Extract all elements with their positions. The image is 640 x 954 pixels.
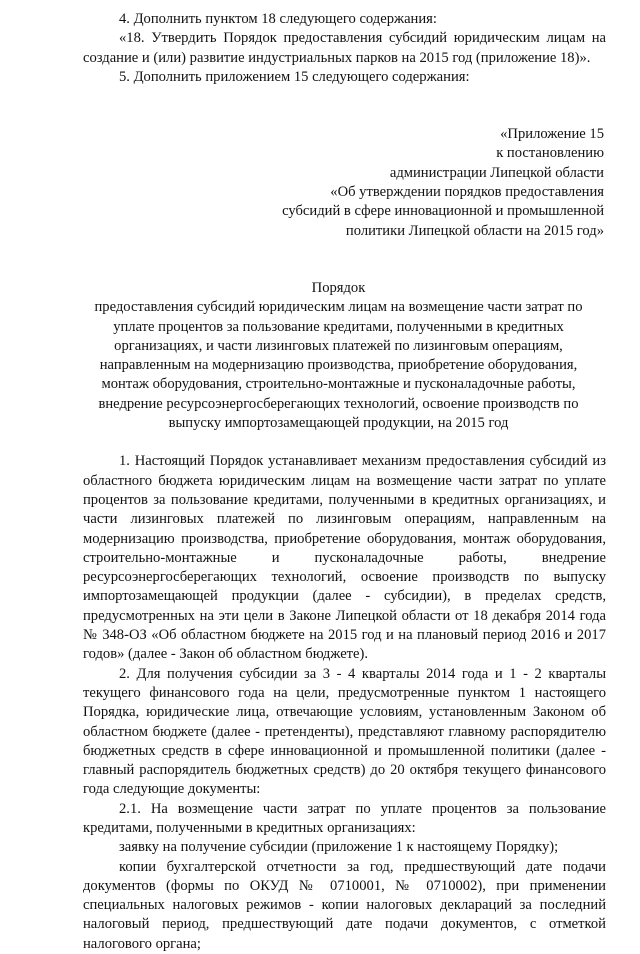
spacer	[83, 106, 606, 125]
appendix-header-line: «Об утверждении порядков предоставления	[330, 184, 604, 201]
appendix-header-line: администрации Липецкой области	[389, 164, 604, 181]
document-title	[71, 279, 606, 433]
body-paragraph-2-1: 2.1. На возмещение части затрат по уплате процентов за пользование кредитами, полученными в кредитных организациях:	[83, 800, 606, 836]
intro-paragraph-2: «18. Утвердить Порядок предоставления субсидий юридическим лицам на создание и (или) развитие индустриальных парков на 2015 год (приложение 18)».	[83, 30, 606, 66]
title-line: предоставления субсидий юридическим лицам на возмещение части затрат по	[94, 299, 583, 316]
title-heading: Порядок	[311, 279, 366, 296]
intro-paragraph-1: 4. Дополнить пунктом 18 следующего содержания:	[119, 11, 437, 27]
spacer	[83, 87, 606, 106]
body-paragraph-application: заявку на получение субсидии (приложение 1 к настоящему Порядку);	[119, 839, 559, 856]
body-paragraph-2: 2. Для получения субсидии за 3 - 4 кварталы 2014 года и 1 - 2 кварталы текущего финансового года на цели, предусмотренные пунктом 1 настоящего Порядка, юридические лица, отвечающие условиям, установленным Законом об областном бюджете (далее - претенденты), представляют главному распорядителю бюджетных средств в сфере инновационной и промышленной политики (далее - главный распорядитель бюджетных средств) до 20 октября текущего финансового года следующие документы:	[83, 665, 606, 798]
appendix-header-line: к постановлению	[496, 145, 604, 162]
spacer	[83, 260, 606, 279]
title-line: выпуску импортозамещающей продукции, на 2015 год	[168, 415, 509, 432]
appendix-header-line: «Приложение 15	[500, 126, 604, 143]
body-paragraph-1: 1. Настоящий Порядок устанавливает механизм предоставления субсидий из областного бюджета юридическим лицам на возмещение части затрат по уплате процентов за пользование кредитами, полученными в кредитных организациях, и части лизинговых платежей по лизинговым операциям, направленным на модернизацию производства, приобретение оборудования, монтаж оборудования, строительно-монтажные и пусконаладочные работы, внедрение ресурсоэнергосберегающих технологий, освоение производств по выпуску импортозамещающей продукции (далее - субсидии), в пределах средств, предусмотренных на эти цели в Законе Липецкой области от 18 декабря 2014 года № 348-ОЗ «Об областном бюджете на 2015 год и на плановый период 2016 и 2017 годов» (далее - Закон об областном бюджете).	[83, 453, 606, 663]
title-line: организациях, и части лизинговых платежей по лизинговым операциям,	[114, 337, 563, 354]
title-line: внедрение ресурсоэнергосберегающих технологий, освоение производств по	[98, 395, 579, 412]
body-paragraph-accounting: копии бухгалтерской отчетности за год, предшествующий дате подачи документов (формы по ОКУД № 0710001, № 0710002), при применении специальных налоговых режимов - копии налоговых деклараций за последний налоговый период, предшествующий дате подачи документов, с отметкой налогового органа;	[83, 858, 606, 952]
title-line: направленным на модернизацию производства, приобретение оборудования,	[99, 357, 578, 374]
appendix-header	[83, 125, 606, 241]
spacer	[83, 433, 606, 452]
intro-paragraph-3: 5. Дополнить приложением 15 следующего содержания:	[119, 68, 470, 85]
spacer	[83, 241, 606, 260]
title-line: уплате процентов за пользование кредитами, полученными в кредитных	[113, 318, 564, 335]
appendix-header-line: субсидий в сфере инновационной и промышленной	[282, 203, 604, 220]
appendix-header-line: политики Липецкой области на 2015 год»	[345, 222, 604, 239]
title-line: монтаж оборудования, строительно-монтажные и пусконаладочные работы,	[101, 376, 576, 393]
